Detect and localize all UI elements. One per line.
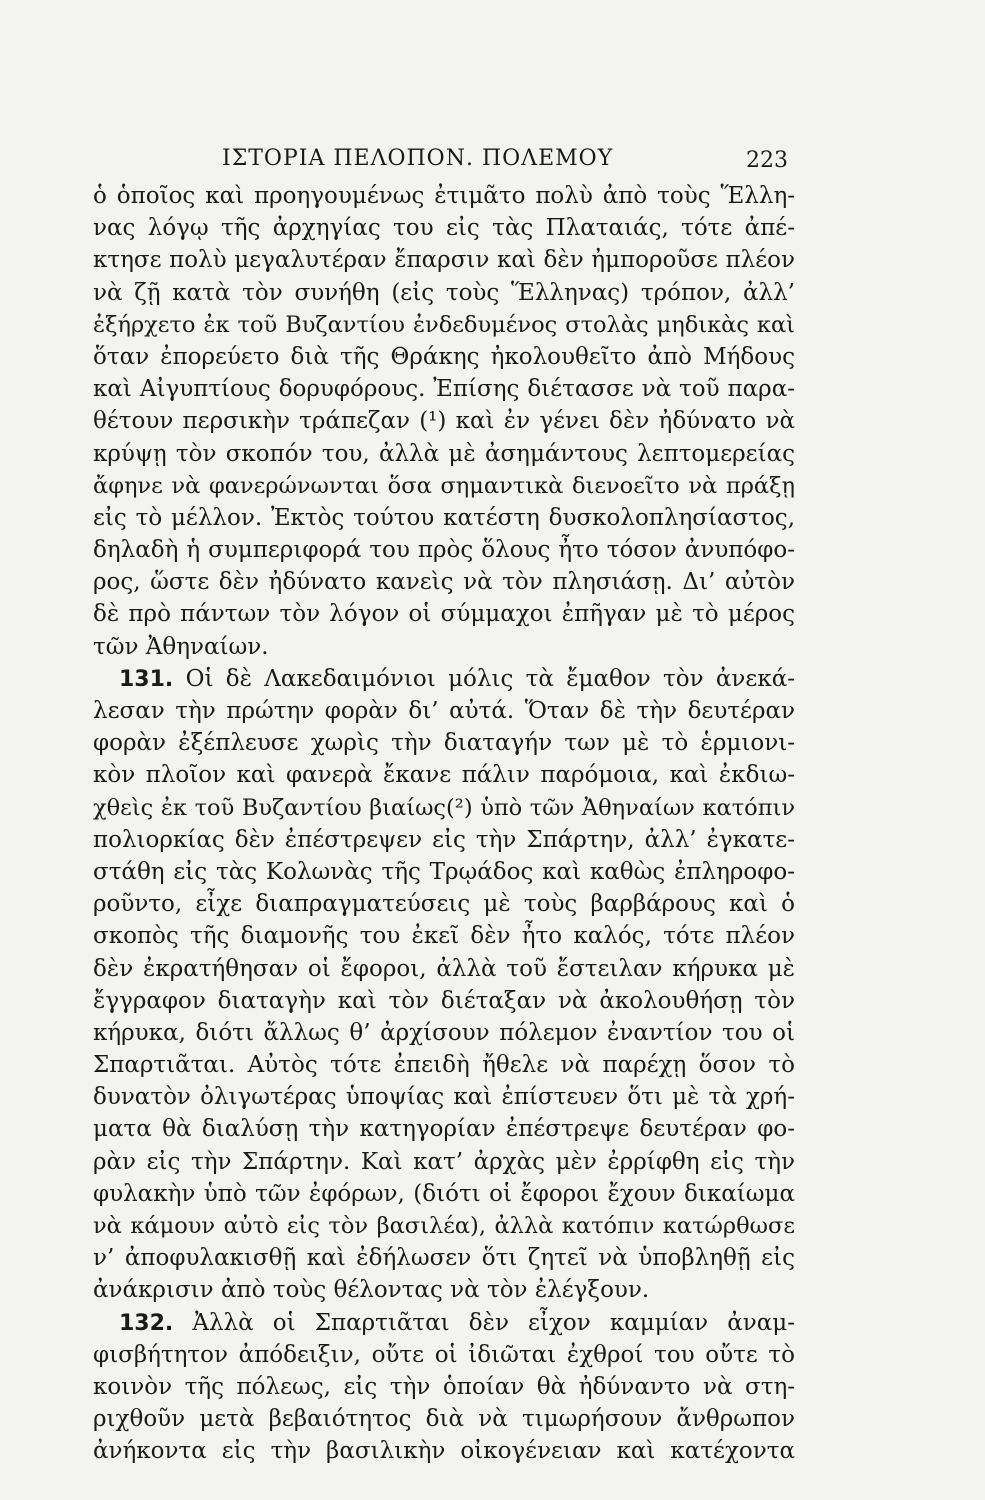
text-line: ἀνήκοντα εἰς τὴν βασιλικὴν οἰκογένειαν καὶ κατέχοντα [93,1438,795,1465]
text-line: ματα θὰ διαλύσῃ τὴν κατηγορίαν ἐπέστρεψε δευτέραν φο- [93,1116,795,1143]
text-line: χθεὶς ἐκ τοῦ Βυζαντίου βιαίως(²) ὑπὸ τῶν Ἀθηναίων κατόπιν [93,794,795,821]
text-line: εἰς τὸ μέλλον. Ἐκτὸς τούτου κατέστη δυσκολοπλησίαστος, [93,504,795,531]
paragraph-continuation [93,180,795,663]
running-head [0,146,985,180]
text-line: σκοπὸς τῆς διαμονῆς του ἐκεῖ δὲν ἦτο καλός, τότε πλέον [93,923,795,950]
running-title: ΙΣΤΟΡΙΑ ΠΕΛΟΠΟΝ. ΠΟΛΕΜΟΥ [222,146,614,171]
text-line: ροῦντο, εἶχε διαπραγματεύσεις μὲ τοὺς βαρβάρους καὶ ὁ [93,891,795,918]
page-number: 223 [746,148,788,173]
text-line: Σπαρτιᾶται. Αὐτὸς τότε ἐπειδὴ ἤθελε νὰ παρέχῃ ὅσον τὸ [93,1052,795,1079]
text-line: λεσαν τὴν πρώτην φορὰν δι’ αὐτά. Ὅταν δὲ τὴν δευτέραν [93,698,795,724]
section-131 [93,663,795,1307]
text-line: πολιορκίας δὲν ἐπέστρεψεν εἰς τὴν Σπάρτην, ἀλλ’ ἐγκατε- [93,826,795,853]
text-line: δυνατὸν ὀλιγωτέρας ὑποψίας καὶ ἐπίστευεν ὅτι μὲ τὰ χρή- [93,1084,795,1111]
body-text [93,180,795,1468]
text-line: ἐξήρχετο ἐκ τοῦ Βυζαντίου ἐνδεδυμένος στολὰς μηδικὰς καὶ [93,311,795,338]
text-line: θέτουν περσικὴν τράπεζαν (¹) καὶ ἐν γένει δὲν ἠδύνατο νὰ [93,408,795,435]
text-line: φισβήτητον ἀπόδειξιν, οὔτε οἱ ἰδιῶται ἐχθροί του οὔτε τὸ [93,1341,795,1368]
text-line: ὅταν ἐπορεύετο διὰ τῆς Θράκης ἠκολουθεῖτο ἀπὸ Μήδους [93,343,795,370]
text-line: νὰ ζῇ κατὰ τὸν συνήθη (εἰς τοὺς Ἕλληνας) τρόπον, ἀλλ’ [93,279,795,306]
text-line: ρος, ὥστε δὲν ἠδύνατο κανεὶς νὰ τὸν πλησιάσῃ. Δι’ αὐτὸν [93,569,795,596]
text-line: κὸν πλοῖον καὶ φανερὰ ἔκανε πάλιν παρόμοια, καὶ ἐκδιω- [93,762,795,789]
text-line: δηλαδὴ ἡ συμπεριφορά του πρὸς ὅλους ἦτο τόσον ἀνυπόφο- [93,537,795,564]
text-line: ἄφηνε νὰ φανερώνωνται ὅσα σημαντικὰ διενοεῖτο νὰ πράξῃ [93,472,795,499]
text-line: φυλακὴν ὑπὸ τῶν ἐφόρων, (διότι οἱ ἔφοροι ἔχουν δικαίωμα [93,1180,795,1207]
text-line: κοινὸν τῆς πόλεως, εἰς τὴν ὁποίαν θὰ ἠδύναντο νὰ στη- [93,1373,795,1400]
text-line: ρὰν εἰς τὴν Σπάρτην. Καὶ κατ’ ἀρχὰς μὲν ἐρρίφθη εἰς τὴν [93,1148,795,1175]
text-line: νὰ κάμουν αὐτὸ εἰς τὸν βασιλέα), ἀλλὰ κατόπιν κατώρθωσε [93,1213,795,1239]
text-line: καὶ Αἰγυπτίους δορυφόρους. Ἐπίσης διέτασσε νὰ τοῦ παρα- [93,376,795,403]
text-line: τῶν Ἀθηναίων. [93,633,269,660]
section-number: 132. [119,1310,174,1336]
text-line: δὲ πρὸ πάντων τὸν λόγον οἱ σύμμαχοι ἐπῆγαν μὲ τὸ μέρος [93,601,795,628]
text-line: ἀνάκρισιν ἀπὸ τοὺς θέλοντας νὰ τὸν ἐλέγξουν. [93,1277,650,1304]
text-line: κρύψῃ τὸν σκοπόν του, ἀλλὰ μὲ ἀσημάντους λεπτομερείας [93,440,795,467]
text-line: ριχθοῦν μετὰ βεβαιότητος διὰ νὰ τιμωρήσουν ἄνθρωπον [93,1406,795,1433]
section-first-line: Οἱ δὲ Λακεδαιμόνιοι μόλις τὰ ἔμαθον τὸν ἀνεκά- [185,665,795,692]
text-line: ἔγγραφον διαταγὴν καὶ τὸν διέταξαν νὰ ἀκολουθήσῃ τὸν [93,987,795,1014]
text-line: στάθη εἰς τὰς Κολωνὰς τῆς Τρῳάδος καὶ καθὼς ἐπληροφο- [93,858,795,885]
section-first-line: Ἀλλὰ οἱ Σπαρτιᾶται δὲν εἶχον καμμίαν ἀναμ- [192,1309,795,1336]
text-line: νας λόγῳ τῆς ἀρχηγίας του εἰς τὰς Πλαταιάς, τότε ἀπέ- [93,215,795,242]
text-line: φορὰν ἐξέπλευσε χωρὶς τὴν διαταγήν των μὲ τὸ ἑρμιονι- [93,730,795,757]
text-line: κήρυκα, διότι ἄλλως θ’ ἀρχίσουν πόλεμον ἐναντίον του οἱ [93,1019,795,1046]
text-line: κτησε πολὺ μεγαλυτέραν ἔπαρσιν καὶ δὲν ἠμποροῦσε πλέον [93,247,795,274]
text-line [93,663,795,695]
section-number: 131. [119,666,174,692]
text-line [93,1307,795,1339]
text-line: δὲν ἐκρατήθησαν οἱ ἔφοροι, ἀλλὰ τοῦ ἔστειλαν κήρυκα μὲ [93,955,795,982]
section-132 [93,1307,795,1468]
text-line: ν’ ἀποφυλακισθῇ καὶ ἐδήλωσεν ὅτι ζητεῖ νὰ ὑποβληθῇ εἰς [93,1245,795,1272]
text-line: ὁ ὁποῖος καὶ προηγουμένως ἐτιμᾶτο πολὺ ἀπὸ τοὺς Ἕλλη- [93,183,795,209]
